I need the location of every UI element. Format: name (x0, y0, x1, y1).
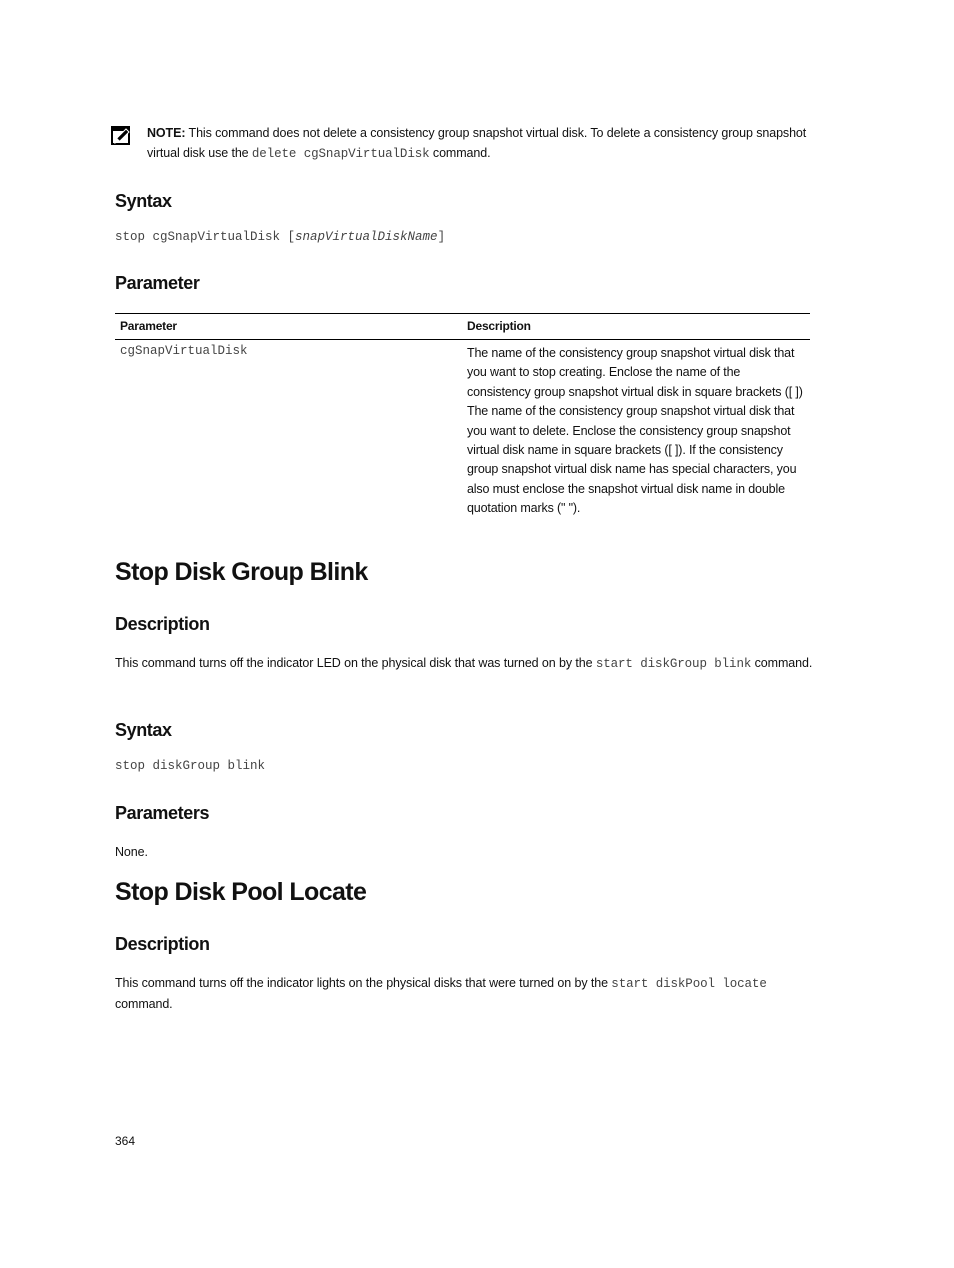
description-heading-3: Description (115, 934, 210, 954)
description-paragraph (115, 653, 815, 674)
table-header-parameter: Parameter (120, 319, 177, 333)
syntax-prefix: stop cgSnapVirtualDisk [ (115, 230, 296, 244)
page-number: 364 (115, 1134, 136, 1148)
section-title-stop-disk-group-blink: Stop Disk Group Blink (115, 558, 368, 586)
table-header-rule (115, 339, 810, 340)
note-text (147, 124, 807, 164)
description-heading: Description (115, 614, 210, 634)
description-code-3: start diskPool locate (611, 977, 767, 991)
description-paragraph-3 (115, 973, 775, 1014)
note-code: delete cgSnapVirtualDisk (251, 146, 430, 161)
note-text-after: command. (429, 145, 491, 160)
parameter-heading: Parameter (115, 273, 200, 293)
syntax-heading: Syntax (115, 191, 172, 211)
pencil-note-icon (110, 124, 132, 146)
parameters-text: None. (115, 845, 148, 859)
table-cell-description: The name of the consistency group snapshot virtual disk that you want to stop creating. Enclose the name of the consistency group snapshot virtual disk in square brackets ([ ]) The name of the consistency group snapshot virtual disk that you want to delete. Enclose the consistency group snapshot virtual disk name in square brackets ([ ]). If the consistency group snapshot virtual disk name has special characters, you also must enclose the snapshot virtual disk name in double quotation marks (" "). (467, 346, 803, 516)
section-title-stop-disk-pool-locate: Stop Disk Pool Locate (115, 878, 367, 906)
parameters-heading: Parameters (115, 803, 210, 823)
syntax-code-2: stop diskGroup blink (115, 759, 266, 773)
syntax-suffix: ] (437, 230, 446, 244)
note-label: NOTE: (147, 126, 186, 140)
syntax-heading-2: Syntax (115, 720, 172, 740)
note-text-before: This command does not delete a consistency group snapshot virtual disk. To delete a consistency group snapshot virtual disk use the (147, 126, 807, 160)
table-cell-parameter: cgSnapVirtualDisk (120, 344, 248, 358)
description-text-before: This command turns off the indicator LED on the physical disk that was turned on by the (115, 656, 596, 670)
description-code: start diskGroup blink (595, 657, 752, 671)
syntax-code (115, 230, 445, 244)
description-text-after: command. (751, 656, 813, 670)
table-top-rule (115, 313, 810, 314)
description-text-after-3: command. (115, 997, 173, 1011)
description-text-before-3: This command turns off the indicator lights on the physical disks that were turned on by the (115, 976, 612, 990)
syntax-param: snapVirtualDiskName (295, 230, 438, 244)
table-header-description: Description (467, 319, 531, 333)
